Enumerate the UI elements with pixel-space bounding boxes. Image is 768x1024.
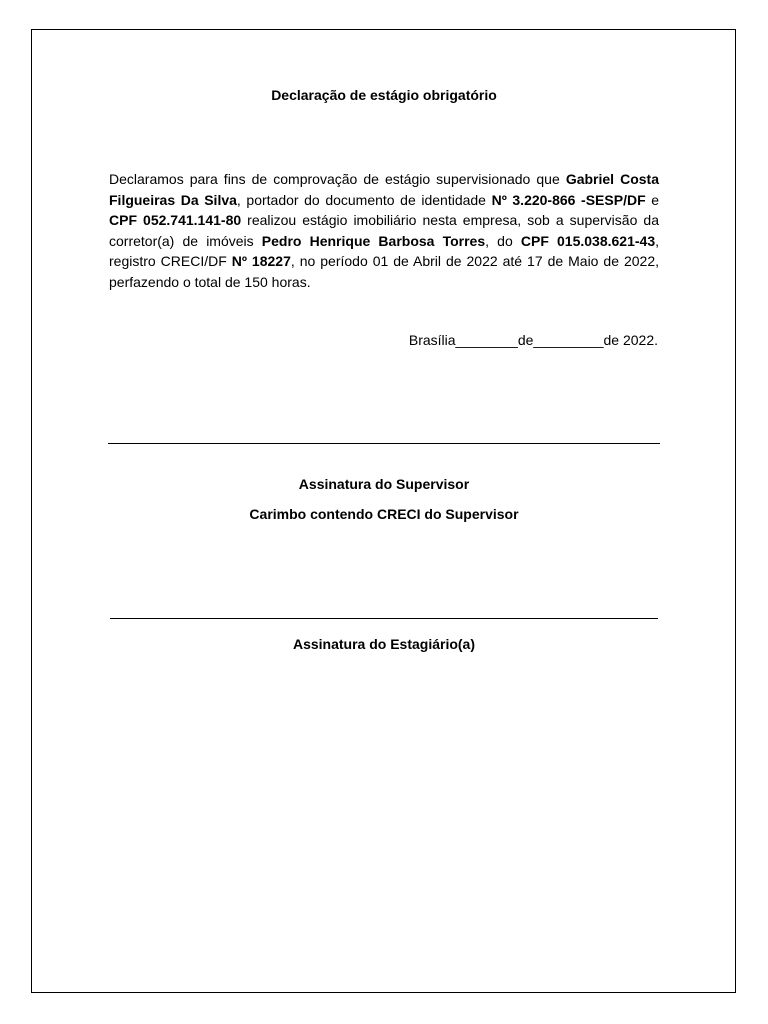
intern-name: Gabriel Costa Filgueiras Da Silva	[109, 171, 659, 208]
intern-cpf: CPF 052.741.141-80	[109, 212, 242, 228]
intern-signature-line	[110, 618, 658, 619]
body-text-part: , portador do documento de identidade	[236, 191, 492, 208]
creci-number: Nº 18227	[231, 253, 291, 269]
body-text-part: realizou estágio imobiliário nesta empresa, sob a supervisão da corretor(a) de imóveis	[109, 212, 659, 249]
intern-signature-label: Assinatura do Estagiário(a)	[292, 636, 476, 652]
declaration-paragraph	[109, 169, 659, 292]
supervisor-cpf: CPF 015.038.621-43	[520, 232, 656, 249]
body-text-part: , no período 01 de Abril de 2022 até 17 de Maio de 2022, perfazendo o total de 150 horas.	[109, 253, 659, 290]
supervisor-stamp-label: Carimbo contendo CRECI do Supervisor	[249, 506, 519, 522]
body-text-part: Declaramos para fins de comprovação de estágio supervisionado que	[109, 171, 566, 187]
supervisor-signature-line	[108, 443, 660, 444]
body-text-part: e	[645, 191, 660, 208]
date-line: Brasília________de_________de 2022.	[408, 332, 658, 348]
supervisor-name: Pedro Henrique Barbosa Torres	[261, 232, 486, 249]
body-text-part: , do	[485, 232, 521, 249]
body-text-part: , registro CRECI/DF	[109, 232, 659, 269]
supervisor-signature-label: Assinatura do Supervisor	[298, 476, 470, 492]
intern-id-document: Nº 3.220-866 -SESP/DF	[491, 191, 646, 208]
document-title: Declaração de estágio obrigatório	[271, 87, 497, 103]
